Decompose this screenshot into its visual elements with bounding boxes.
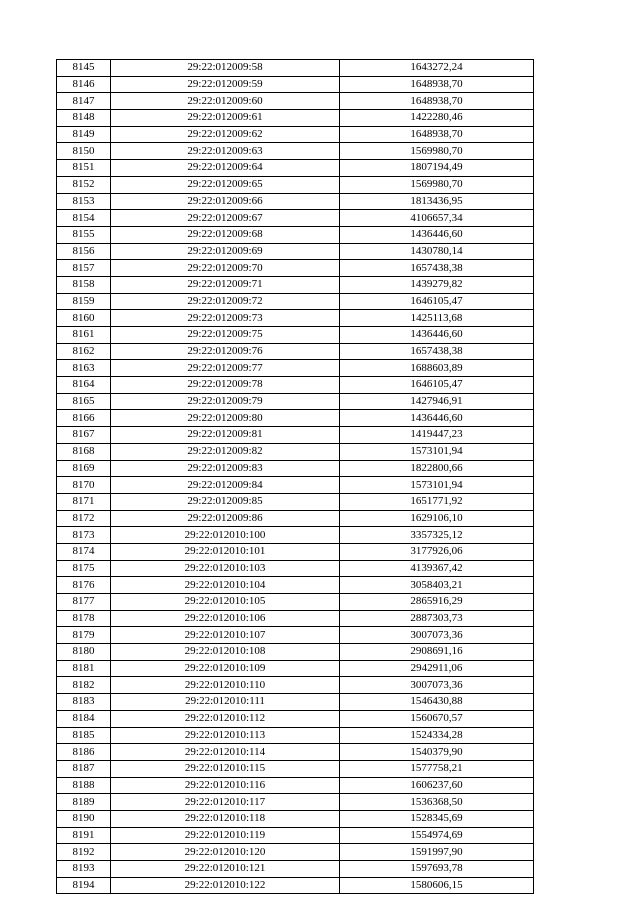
- cadastral-number-cell: 29:22:012009:71: [111, 276, 340, 293]
- table-row: [57, 260, 534, 277]
- row-number-cell: 8187: [57, 760, 111, 777]
- cadastral-number-cell: 29:22:012009:84: [111, 477, 340, 494]
- cadastral-value-cell: 1580606,15: [340, 877, 534, 894]
- row-number-cell: 8163: [57, 360, 111, 377]
- cadastral-number-cell: 29:22:012009:70: [111, 260, 340, 277]
- row-number-cell: 8190: [57, 810, 111, 827]
- table-row: [57, 610, 534, 627]
- cadastral-value-cell: 1524334,28: [340, 727, 534, 744]
- cadastral-number-cell: 29:22:012009:78: [111, 377, 340, 394]
- cadastral-number-cell: 29:22:012010:107: [111, 627, 340, 644]
- cadastral-value-cell: 4139367,42: [340, 560, 534, 577]
- table-row: [57, 594, 534, 611]
- cadastral-number-cell: 29:22:012009:81: [111, 427, 340, 444]
- row-number-cell: 8177: [57, 594, 111, 611]
- cadastral-number-cell: 29:22:012009:62: [111, 126, 340, 143]
- cadastral-value-cell: 1422280,46: [340, 110, 534, 127]
- table-row: [57, 193, 534, 210]
- table-row: [57, 543, 534, 560]
- cadastral-number-cell: 29:22:012010:114: [111, 744, 340, 761]
- cadastral-value-cell: 1540379,90: [340, 744, 534, 761]
- row-number-cell: 8183: [57, 694, 111, 711]
- cadastral-value-cell: 1436446,60: [340, 410, 534, 427]
- cadastral-number-cell: 29:22:012010:110: [111, 677, 340, 694]
- cadastral-number-cell: 29:22:012010:101: [111, 543, 340, 560]
- table-row: [57, 310, 534, 327]
- cadastral-value-cell: 1427946,91: [340, 393, 534, 410]
- row-number-cell: 8175: [57, 560, 111, 577]
- row-number-cell: 8191: [57, 827, 111, 844]
- table-row: [57, 861, 534, 878]
- cadastral-value-cell: 3058403,21: [340, 577, 534, 594]
- row-number-cell: 8146: [57, 76, 111, 93]
- cadastral-number-cell: 29:22:012009:61: [111, 110, 340, 127]
- cadastral-value-cell: 1648938,70: [340, 93, 534, 110]
- table-row: [57, 293, 534, 310]
- cadastral-number-cell: 29:22:012009:68: [111, 226, 340, 243]
- cadastral-value-cell: 2887303,73: [340, 610, 534, 627]
- cadastral-value-cell: 1591997,90: [340, 844, 534, 861]
- table-row: [57, 210, 534, 227]
- cadastral-value-cell: 1813436,95: [340, 193, 534, 210]
- cadastral-number-cell: 29:22:012010:113: [111, 727, 340, 744]
- row-number-cell: 8178: [57, 610, 111, 627]
- cadastral-value-cell: 1425113,68: [340, 310, 534, 327]
- table-row: [57, 727, 534, 744]
- row-number-cell: 8176: [57, 577, 111, 594]
- cadastral-value-cell: 1657438,38: [340, 260, 534, 277]
- table-row: [57, 510, 534, 527]
- cadastral-number-cell: 29:22:012010:120: [111, 844, 340, 861]
- cadastral-number-cell: 29:22:012010:104: [111, 577, 340, 594]
- cadastral-number-cell: 29:22:012010:115: [111, 760, 340, 777]
- table-row: [57, 93, 534, 110]
- table-row: [57, 493, 534, 510]
- cadastral-value-cell: 1646105,47: [340, 293, 534, 310]
- cadastral-number-cell: 29:22:012010:106: [111, 610, 340, 627]
- cadastral-number-cell: 29:22:012009:63: [111, 143, 340, 160]
- row-number-cell: 8189: [57, 794, 111, 811]
- cadastral-number-cell: 29:22:012009:86: [111, 510, 340, 527]
- cadastral-value-cell: 1648938,70: [340, 76, 534, 93]
- table-body: [57, 60, 534, 894]
- table-row: [57, 844, 534, 861]
- row-number-cell: 8162: [57, 343, 111, 360]
- cadastral-number-cell: 29:22:012009:58: [111, 60, 340, 77]
- table-row: [57, 744, 534, 761]
- cadastral-number-cell: 29:22:012010:100: [111, 527, 340, 544]
- cadastral-number-cell: 29:22:012009:64: [111, 160, 340, 177]
- cadastral-number-cell: 29:22:012010:116: [111, 777, 340, 794]
- cadastral-value-cell: 1688603,89: [340, 360, 534, 377]
- cadastral-number-cell: 29:22:012010:119: [111, 827, 340, 844]
- table-row: [57, 477, 534, 494]
- table-row: [57, 877, 534, 894]
- cadastral-value-cell: 2908691,16: [340, 644, 534, 661]
- cadastral-number-cell: 29:22:012010:112: [111, 710, 340, 727]
- cadastral-value-cell: 1657438,38: [340, 343, 534, 360]
- cadastral-number-cell: 29:22:012009:60: [111, 93, 340, 110]
- cadastral-number-cell: 29:22:012010:109: [111, 660, 340, 677]
- table-row: [57, 243, 534, 260]
- cadastral-number-cell: 29:22:012010:108: [111, 644, 340, 661]
- cadastral-number-cell: 29:22:012010:111: [111, 694, 340, 711]
- row-number-cell: 8169: [57, 460, 111, 477]
- row-number-cell: 8155: [57, 226, 111, 243]
- cadastral-value-cell: 1822800,66: [340, 460, 534, 477]
- row-number-cell: 8185: [57, 727, 111, 744]
- table-row: [57, 560, 534, 577]
- table-row: [57, 627, 534, 644]
- table-row: [57, 60, 534, 77]
- cadastral-value-cell: 1573101,94: [340, 443, 534, 460]
- cadastral-value-cell: 1554974,69: [340, 827, 534, 844]
- table-row: [57, 410, 534, 427]
- table-row: [57, 76, 534, 93]
- cadastral-value-cell: 1560670,57: [340, 710, 534, 727]
- cadastral-number-cell: 29:22:012009:77: [111, 360, 340, 377]
- table-row: [57, 110, 534, 127]
- row-number-cell: 8149: [57, 126, 111, 143]
- table-row: [57, 694, 534, 711]
- row-number-cell: 8179: [57, 627, 111, 644]
- cadastral-value-cell: 2865916,29: [340, 594, 534, 611]
- row-number-cell: 8174: [57, 543, 111, 560]
- table-row: [57, 777, 534, 794]
- cadastral-value-cell: 1430780,14: [340, 243, 534, 260]
- cadastral-number-cell: 29:22:012009:82: [111, 443, 340, 460]
- cadastral-number-cell: 29:22:012010:122: [111, 877, 340, 894]
- cadastral-number-cell: 29:22:012009:65: [111, 176, 340, 193]
- table-row: [57, 160, 534, 177]
- row-number-cell: 8153: [57, 193, 111, 210]
- row-number-cell: 8158: [57, 276, 111, 293]
- cadastral-number-cell: 29:22:012009:72: [111, 293, 340, 310]
- table-row: [57, 794, 534, 811]
- row-number-cell: 8193: [57, 861, 111, 878]
- row-number-cell: 8145: [57, 60, 111, 77]
- cadastral-number-cell: 29:22:012009:59: [111, 76, 340, 93]
- cadastral-value-cell: 1646105,47: [340, 377, 534, 394]
- row-number-cell: 8151: [57, 160, 111, 177]
- table-row: [57, 377, 534, 394]
- cadastral-value-cell: 1577758,21: [340, 760, 534, 777]
- table-row: [57, 760, 534, 777]
- row-number-cell: 8184: [57, 710, 111, 727]
- table-row: [57, 460, 534, 477]
- row-number-cell: 8188: [57, 777, 111, 794]
- cadastral-value-cell: 1629106,10: [340, 510, 534, 527]
- cadastral-number-cell: 29:22:012010:121: [111, 861, 340, 878]
- cadastral-value-cell: 1807194,49: [340, 160, 534, 177]
- row-number-cell: 8150: [57, 143, 111, 160]
- table-row: [57, 527, 534, 544]
- row-number-cell: 8161: [57, 327, 111, 344]
- row-number-cell: 8148: [57, 110, 111, 127]
- cadastral-value-cell: 1573101,94: [340, 477, 534, 494]
- cadastral-number-cell: 29:22:012009:80: [111, 410, 340, 427]
- table-row: [57, 577, 534, 594]
- table-row: [57, 176, 534, 193]
- cadastral-value-table: [56, 59, 534, 894]
- cadastral-value-cell: 1436446,60: [340, 226, 534, 243]
- cadastral-value-cell: 3007073,36: [340, 627, 534, 644]
- table-row: [57, 327, 534, 344]
- row-number-cell: 8194: [57, 877, 111, 894]
- table-row: [57, 343, 534, 360]
- row-number-cell: 8156: [57, 243, 111, 260]
- cadastral-number-cell: 29:22:012009:76: [111, 343, 340, 360]
- cadastral-number-cell: 29:22:012010:105: [111, 594, 340, 611]
- cadastral-value-cell: 1528345,69: [340, 810, 534, 827]
- table-row: [57, 226, 534, 243]
- cadastral-value-cell: 1419447,23: [340, 427, 534, 444]
- row-number-cell: 8154: [57, 210, 111, 227]
- table-row: [57, 126, 534, 143]
- row-number-cell: 8165: [57, 393, 111, 410]
- cadastral-number-cell: 29:22:012009:85: [111, 493, 340, 510]
- row-number-cell: 8192: [57, 844, 111, 861]
- cadastral-number-cell: 29:22:012009:79: [111, 393, 340, 410]
- cadastral-value-cell: 3357325,12: [340, 527, 534, 544]
- table-row: [57, 276, 534, 293]
- cadastral-number-cell: 29:22:012009:69: [111, 243, 340, 260]
- row-number-cell: 8170: [57, 477, 111, 494]
- row-number-cell: 8164: [57, 377, 111, 394]
- cadastral-value-cell: 1597693,78: [340, 861, 534, 878]
- cadastral-value-cell: 1436446,60: [340, 327, 534, 344]
- cadastral-value-cell: 1606237,60: [340, 777, 534, 794]
- table-row: [57, 644, 534, 661]
- table-row: [57, 443, 534, 460]
- row-number-cell: 8181: [57, 660, 111, 677]
- cadastral-value-cell: 1643272,24: [340, 60, 534, 77]
- cadastral-number-cell: 29:22:012009:66: [111, 193, 340, 210]
- cadastral-number-cell: 29:22:012009:83: [111, 460, 340, 477]
- table-row: [57, 143, 534, 160]
- cadastral-value-cell: 1569980,70: [340, 143, 534, 160]
- cadastral-number-cell: 29:22:012009:73: [111, 310, 340, 327]
- row-number-cell: 8160: [57, 310, 111, 327]
- table-row: [57, 660, 534, 677]
- row-number-cell: 8182: [57, 677, 111, 694]
- row-number-cell: 8167: [57, 427, 111, 444]
- row-number-cell: 8152: [57, 176, 111, 193]
- table-row: [57, 393, 534, 410]
- cadastral-number-cell: 29:22:012009:75: [111, 327, 340, 344]
- row-number-cell: 8173: [57, 527, 111, 544]
- cadastral-value-cell: 1546430,88: [340, 694, 534, 711]
- row-number-cell: 8186: [57, 744, 111, 761]
- row-number-cell: 8159: [57, 293, 111, 310]
- table-row: [57, 677, 534, 694]
- cadastral-value-cell: 3007073,36: [340, 677, 534, 694]
- table-row: [57, 827, 534, 844]
- table-row: [57, 710, 534, 727]
- cadastral-number-cell: 29:22:012010:117: [111, 794, 340, 811]
- table-row: [57, 810, 534, 827]
- cadastral-number-cell: 29:22:012010:118: [111, 810, 340, 827]
- row-number-cell: 8172: [57, 510, 111, 527]
- cadastral-value-cell: 1648938,70: [340, 126, 534, 143]
- row-number-cell: 8180: [57, 644, 111, 661]
- cadastral-value-cell: 1439279,82: [340, 276, 534, 293]
- cadastral-value-cell: 3177926,06: [340, 543, 534, 560]
- cadastral-number-cell: 29:22:012009:67: [111, 210, 340, 227]
- table-row: [57, 360, 534, 377]
- cadastral-value-cell: 1569980,70: [340, 176, 534, 193]
- row-number-cell: 8166: [57, 410, 111, 427]
- cadastral-value-cell: 1536368,50: [340, 794, 534, 811]
- cadastral-value-cell: 4106657,34: [340, 210, 534, 227]
- row-number-cell: 8168: [57, 443, 111, 460]
- row-number-cell: 8157: [57, 260, 111, 277]
- table-row: [57, 427, 534, 444]
- row-number-cell: 8147: [57, 93, 111, 110]
- cadastral-number-cell: 29:22:012010:103: [111, 560, 340, 577]
- cadastral-value-cell: 2942911,06: [340, 660, 534, 677]
- row-number-cell: 8171: [57, 493, 111, 510]
- cadastral-value-cell: 1651771,92: [340, 493, 534, 510]
